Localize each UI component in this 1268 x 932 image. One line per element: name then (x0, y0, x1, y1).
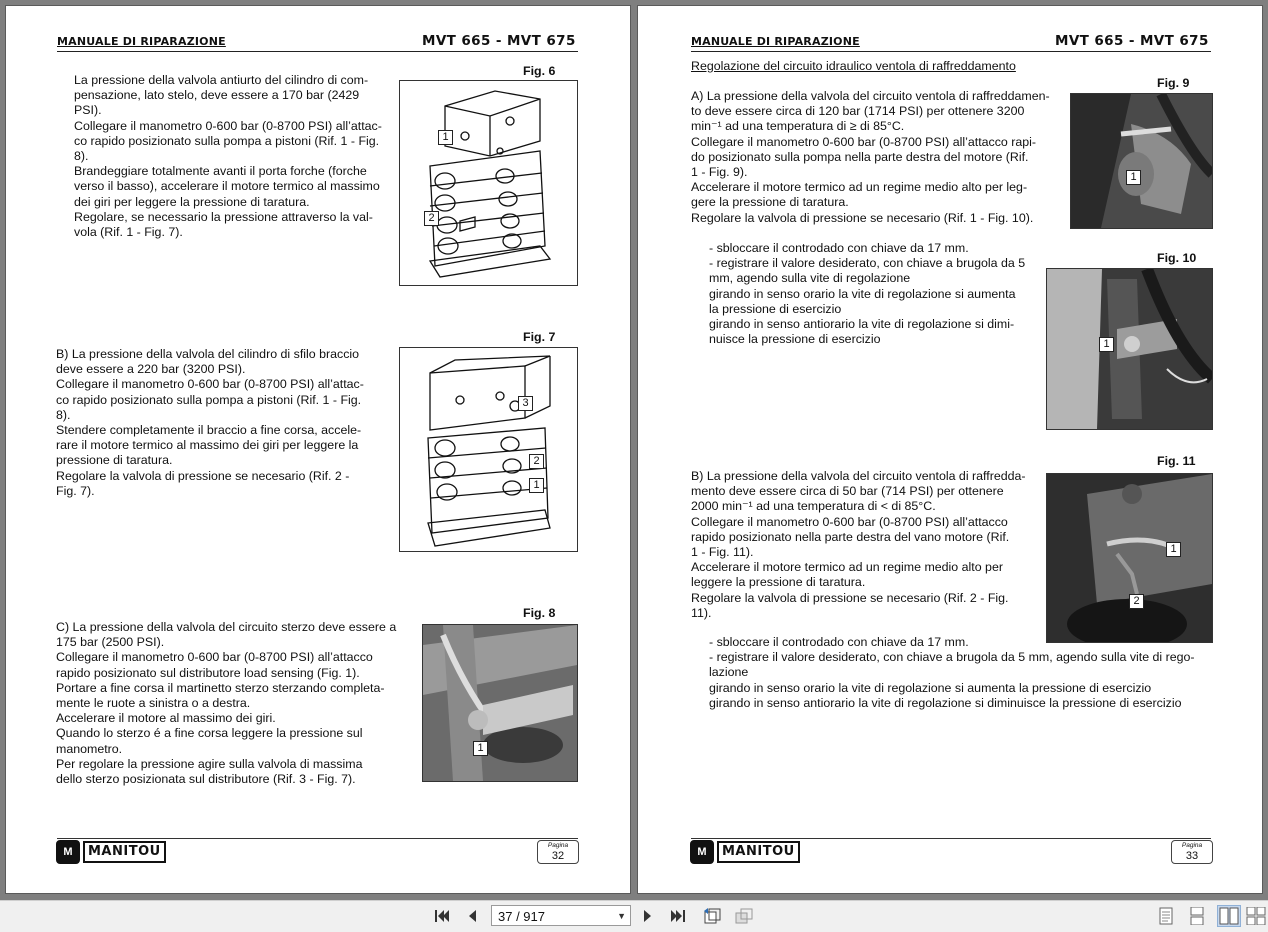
last-page-button[interactable] (668, 906, 688, 926)
page-label: Pagina (547, 842, 569, 849)
viewer-toolbar (0, 900, 1268, 932)
section-a-text: La pressione della valvola antiurto del cilindro di com- pensazione, lato stelo, deve essere a 170 bar (2429 PSI). Collegare il manometro 0-600 bar (0-8700 PSI) all’attac- co rapido posizionato sulla pompa a pistoni (Rif. 1 - Fig. 8). Brandeggiare totalmente avanti il porta forche (forche verso il basso), accelerare il motore termico al massimo dei giri per leggere la pressione di taratura. Regolare, se necessario la pressione attraverso la val- vola (Rif. 1 - Fig. 7). (74, 73, 382, 240)
fig9-photo (1070, 93, 1213, 229)
manual-title: MANUALE DI RIPARAZIONE (57, 35, 226, 48)
fig10-label: Fig. 10 (1157, 251, 1197, 265)
fig9-label: Fig. 9 (1157, 76, 1190, 90)
page-number-value: 37 / 917 (498, 909, 545, 924)
logo-text: MANITOU (717, 841, 800, 863)
continuous-view-icon (1190, 907, 1204, 925)
first-page-button[interactable] (432, 906, 452, 926)
fig11-label: Fig. 11 (1157, 454, 1196, 468)
fig8-photo (422, 624, 578, 782)
fig7-image (399, 347, 578, 552)
fig6-callout: 2 (424, 211, 439, 226)
manitou-logo (56, 840, 166, 864)
section-b-text: B) La pressione della valvola del circuito ventola di raffredda- mento deve essere circa di 50 bar (714 PSI) per ottenere 2000 min⁻¹ ad una temperatura di < di 85°C. Collegare il manometro 0-600 bar (0-8700 PSI) all’attacco rapido posizionato nella parte destra del vano motore (Rif. 1 - Fig. 11). Accelerare il motore termico ad un regime medio alto per leggere la pressione di taratura. Regolare la valvola di pressione se necesario (Rif. 2 - Fig. 11). (691, 469, 1026, 620)
section-a-steps: - sbloccare il controdado con chiave da 17 mm. - registrare il valore desiderato, con chiave a brugola da 5 mm, agendo sulla vite di regolazione girando in senso orario la vite di regolazione si aumenta la pressione di esercizio girando in senso antiorario la vite di regolazione si dimi- nuisce la pressione di esercizio (709, 241, 1026, 347)
model-title: MVT 665 - MVT 675 (422, 33, 576, 49)
two-page-view-button[interactable] (1217, 905, 1241, 927)
single-page-view-button[interactable] (1154, 905, 1178, 927)
single-page-view-icon (1159, 907, 1173, 925)
header-rule (691, 51, 1211, 52)
rotate-button[interactable] (702, 906, 722, 926)
model-title: MVT 665 - MVT 675 (1055, 33, 1209, 49)
fig7-callout: 2 (529, 454, 544, 469)
fig6-callout: 1 (438, 130, 453, 145)
fig11-photo (1046, 473, 1213, 643)
fig8-label: Fig. 8 (523, 606, 556, 620)
fig7-callout: 3 (518, 396, 533, 411)
fig6-image (399, 80, 578, 286)
section-b-text: B) La pressione della valvola del cilindro di sfilo braccio deve essere a 220 bar (3200 PSI). Collegare il manometro 0-600 bar (0-8700 PSI) all’attac- co rapido posizionato sulla pompa a pistoni (Rif. 1 - Fig. 8). Stendere completamente il braccio a fine corsa, accele- rare il motore termico al massimo dei giri per leggere la pressione di taratura. Regolare la valvola di pressione se necesario (Rif. 2 - Fig. 7). (56, 347, 364, 498)
rotate-icon (702, 907, 722, 925)
logo-mark: M (56, 840, 80, 864)
manual-title: MANUALE DI RIPARAZIONE (691, 35, 860, 48)
page-number: 33 (1185, 850, 1199, 862)
two-page-continuous-view-icon (1246, 907, 1266, 925)
page-number-field[interactable] (491, 905, 631, 926)
two-page-view-icon (1219, 907, 1239, 925)
footer-rule (57, 838, 578, 839)
last-page-icon (669, 908, 687, 924)
continuous-view-button[interactable] (1185, 905, 1209, 927)
logo-text: MANITOU (83, 841, 166, 863)
page-number-box (1171, 840, 1213, 864)
page-number: 32 (551, 850, 565, 862)
page-number-box (537, 840, 579, 864)
header-rule (57, 51, 578, 52)
fig7-callout: 1 (529, 478, 544, 493)
fig7-label: Fig. 7 (523, 330, 556, 344)
duplicate-button[interactable] (734, 906, 754, 926)
previous-page-icon (465, 908, 479, 924)
page-label: Pagina (1181, 842, 1203, 849)
fig10-callout: 1 (1099, 337, 1114, 352)
fig6-label: Fig. 6 (523, 64, 556, 78)
previous-page-button[interactable] (462, 906, 482, 926)
section-c-text: C) La pressione della valvola del circuito sterzo deve essere a 175 bar (2500 PSI). Collegare il manometro 0-600 bar (0-8700 PSI) all’attacco rapido posizionato sul distributore load sensing (Fig. 1). Portare a fine corsa il martinetto sterzo sterzando completa- mente le ruote a sinistra o a destra. Accelerare il motore al massimo dei giri. Quando lo sterzo é a fine corsa leggere la pressione sul manometro. Per regolare la pressione agire sulla valvola di massima dello sterzo posizionata sul distributore (Rif. 3 - Fig. 7). (56, 620, 397, 787)
chevron-down-icon[interactable]: ▼ (617, 911, 626, 921)
logo-mark: M (690, 840, 714, 864)
fig9-callout: 1 (1126, 170, 1141, 185)
fig10-photo (1046, 268, 1213, 430)
section-b-steps: - sbloccare il controdado con chiave da 17 mm. - registrare il valore desiderato, con chiave a brugola da 5 mm, agendo sulla vite di rego- lazione girando in senso orario la vite di regolazione si aumenta la pressione di esercizio girando in senso antiorario la vite di regolazione si diminuisce la pressione di esercizio (709, 635, 1195, 710)
next-page-icon (641, 908, 655, 924)
duplicate-icon (734, 907, 754, 925)
next-page-button[interactable] (638, 906, 658, 926)
footer-rule (691, 838, 1211, 839)
manitou-logo (690, 840, 800, 864)
section-subheading: Regolazione del circuito idraulico ventola di raffreddamento (691, 59, 1016, 73)
fig11-callout: 2 (1129, 594, 1144, 609)
two-page-continuous-view-button[interactable] (1244, 905, 1268, 927)
page-left (6, 6, 630, 893)
fig8-callout: 1 (473, 741, 488, 756)
fig11-callout: 1 (1166, 542, 1181, 557)
section-a-text: A) La pressione della valvola del circuito ventola di raffreddamen- to deve essere circa di 120 bar (1714 PSI) per ottenere 3200 min⁻¹ ad una temperatura di ≥ di 85°C. Collegare il manometro 0-600 bar (0-8700 PSI) all’attacco rapi- do posizionato sulla pompa nella parte destra del motore (Rif. 1 - Fig. 9). Accelerare il motore termico ad un regime medio alto per leg- gere la pressione di taratura. Regolare la valvola di pressione se necesario (Rif. 1 - Fig. 10). (691, 89, 1050, 225)
first-page-icon (433, 908, 451, 924)
page-right (638, 6, 1262, 893)
